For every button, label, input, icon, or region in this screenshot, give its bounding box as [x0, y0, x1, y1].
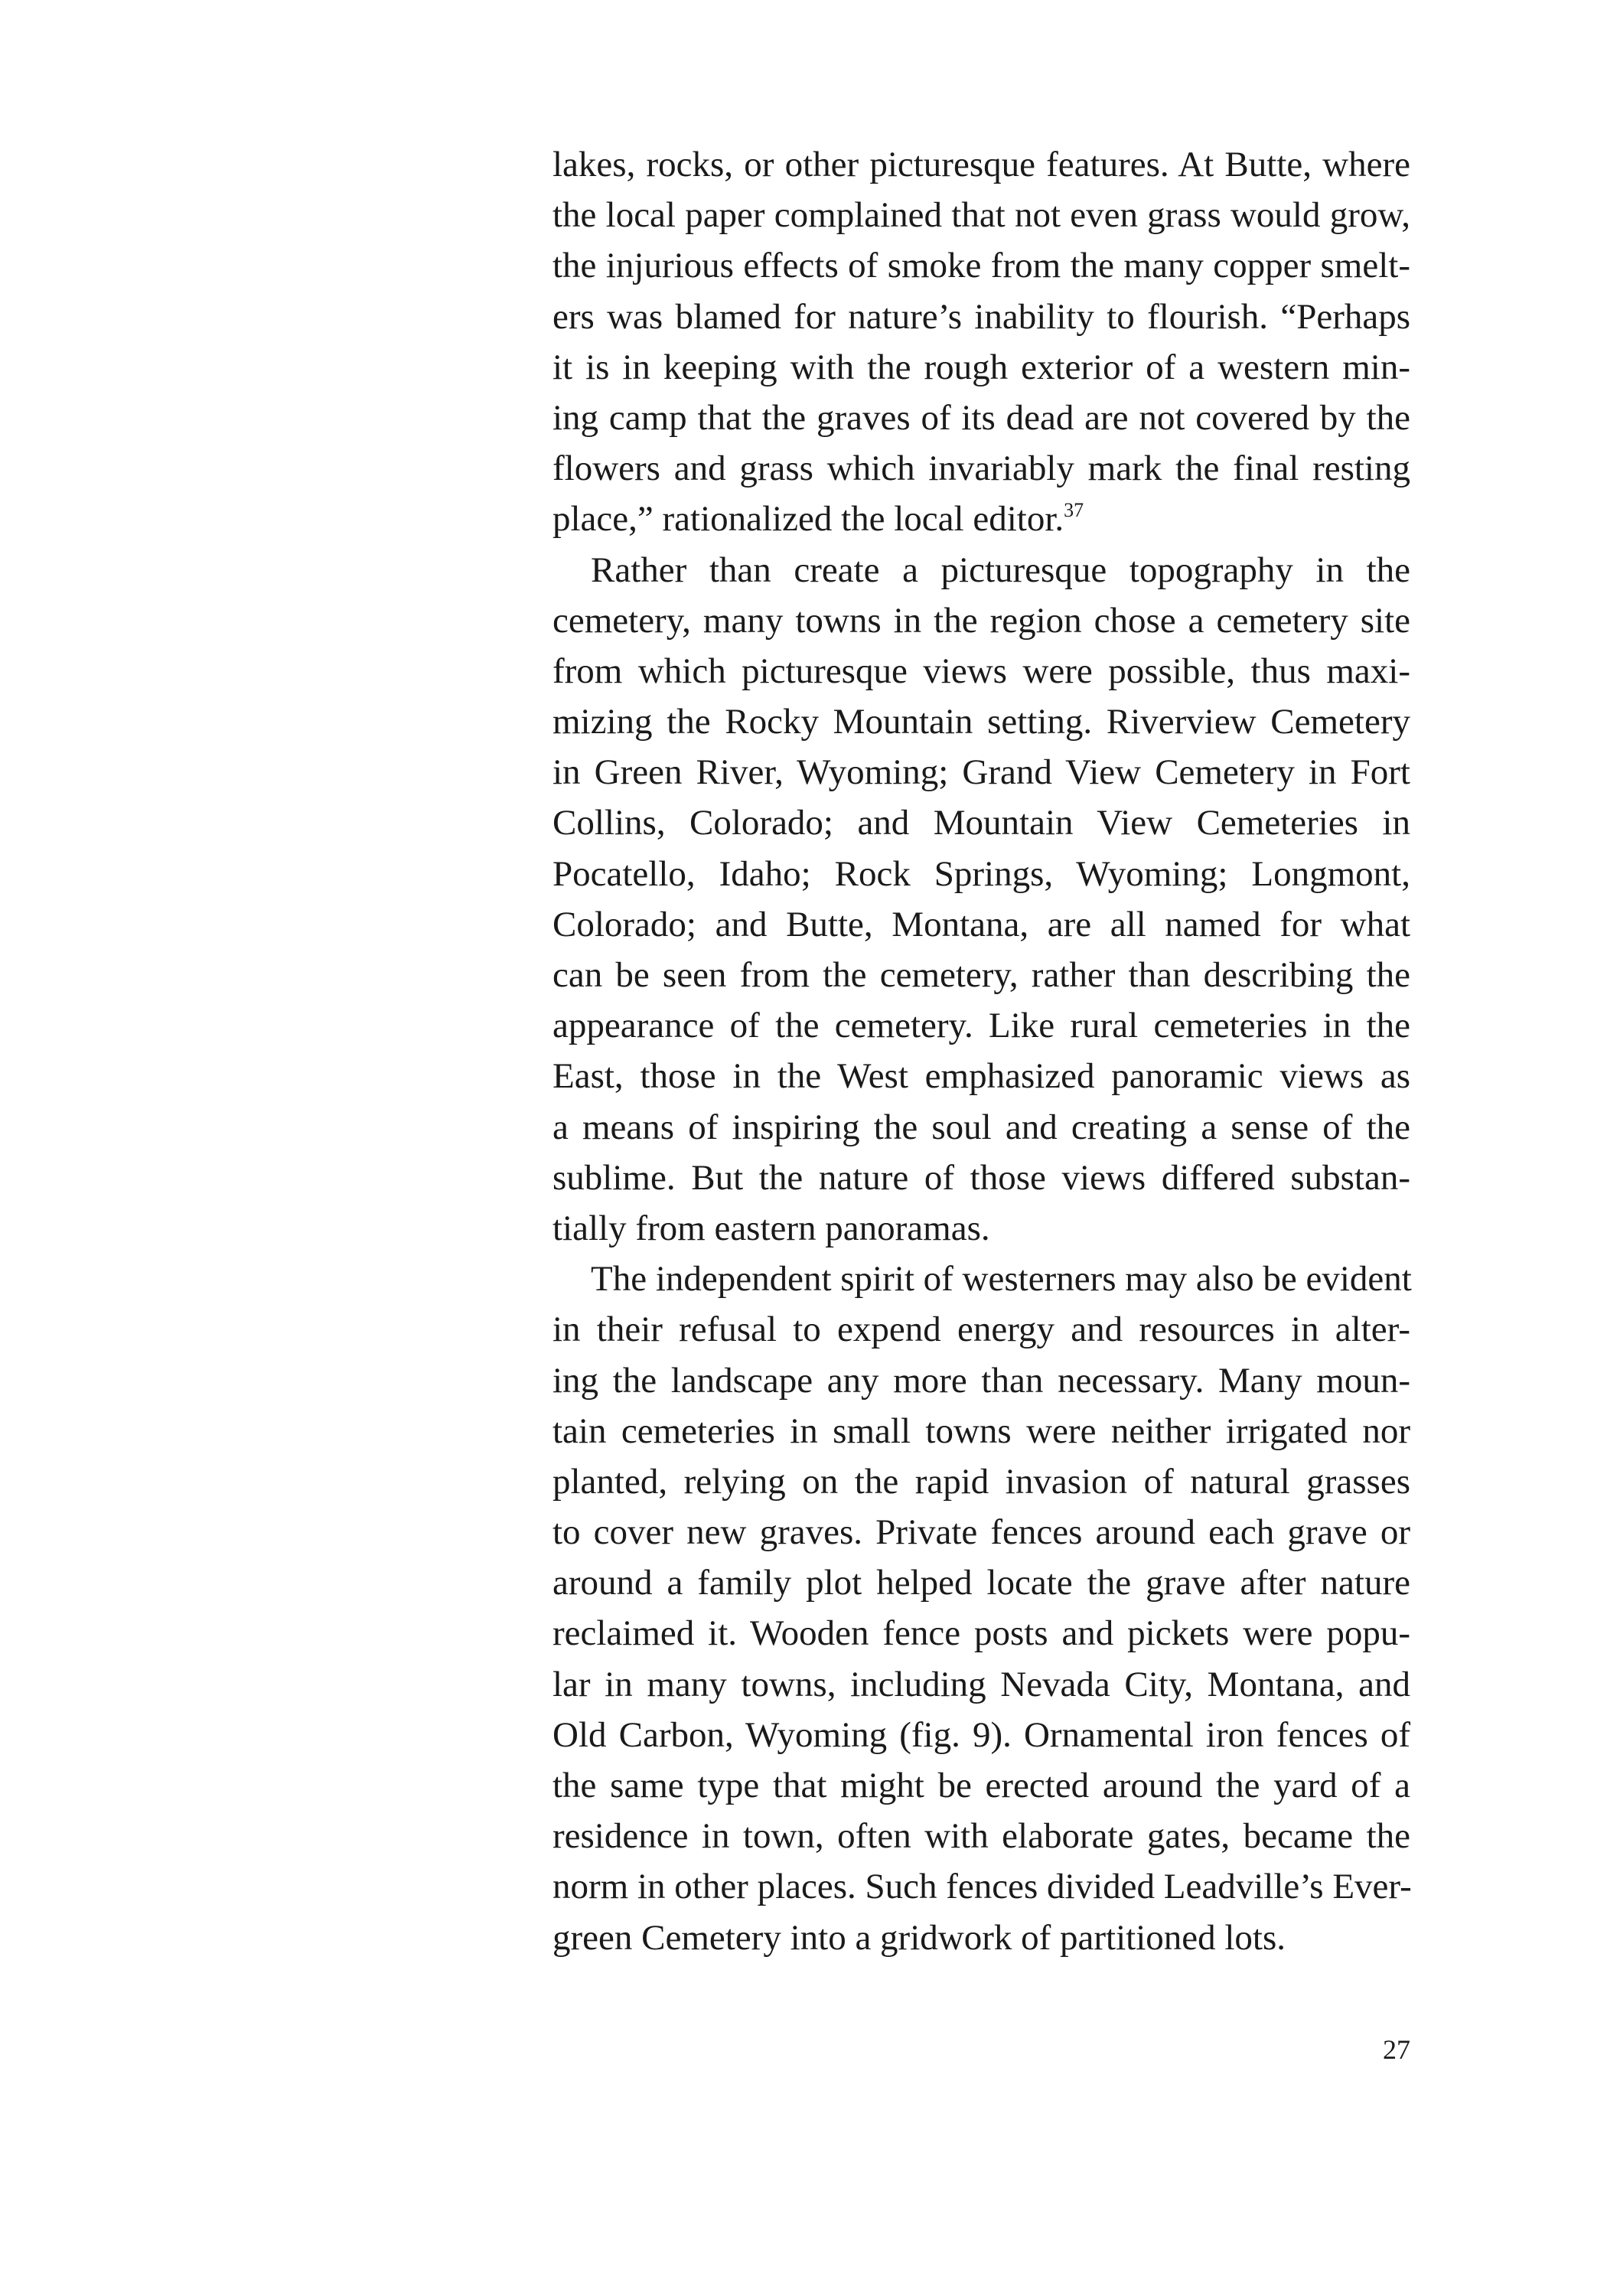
footnote-reference[interactable]: 37: [1064, 499, 1084, 522]
text-line: the local paper complained that not even grass would grow,: [553, 195, 1410, 236]
text-line: in Green River, Wyoming; Grand View Cemetery in Fort: [553, 752, 1410, 793]
text-line: the injurious effects of smoke from the many copper smelt-: [553, 246, 1410, 286]
text-line: planted, relying on the rapid invasion of natural grasses: [553, 1461, 1410, 1502]
text-line: East, those in the West emphasized panoramic views as: [553, 1056, 1410, 1097]
text-line: from which picturesque views were possible, thus maxi-: [553, 651, 1410, 691]
text-line: ers was blamed for nature’s inability to flourish. “Perhaps: [553, 296, 1410, 337]
text-line: it is in keeping with the rough exterior of a western min-: [553, 347, 1410, 387]
text-line: reclaimed it. Wooden fence posts and pickets were popu-: [553, 1613, 1410, 1654]
text-line: ing the landscape any more than necessary. Many moun-: [553, 1360, 1410, 1401]
text-line: appearance of the cemetery. Like rural cemeteries in the: [553, 1006, 1410, 1046]
text-line: the same type that might be erected around the yard of a: [553, 1766, 1410, 1805]
text-line: lakes, rocks, or other picturesque features. At Butte, where: [553, 145, 1410, 184]
text-line: green Cemetery into a gridwork of partitioned lots.: [553, 1917, 1286, 1958]
text-line: residence in town, often with elaborate gates, became the: [553, 1816, 1410, 1857]
text-line: ing camp that the graves of its dead are not covered by the: [553, 397, 1410, 438]
text-line: Colorado; and Butte, Montana, are all named for what: [553, 904, 1410, 944]
page-number: 27: [1383, 2034, 1410, 2065]
text-line: around a family plot helped locate the grave after nature: [553, 1563, 1410, 1603]
text-line: Collins, Colorado; and Mountain View Cemeteries in: [553, 803, 1410, 843]
text-line: flowers and grass which invariably mark the final resting: [553, 448, 1410, 489]
text-line: Rather than create a picturesque topography in the: [591, 550, 1410, 590]
text-line: a means of inspiring the soul and creating a sense of the: [553, 1107, 1410, 1147]
text-line: [553, 494, 1410, 544]
text-line-content: place,” rationalized the local editor.: [553, 499, 1064, 540]
text-line: can be seen from the cemetery, rather than describing the: [553, 955, 1410, 995]
body-text: [553, 139, 1410, 1963]
text-line: The independent spirit of westerners may also be evident: [591, 1259, 1412, 1300]
text-line: tain cemeteries in small towns were neither irrigated nor: [553, 1411, 1410, 1451]
text-line: Old Carbon, Wyoming (fig. 9). Ornamental iron fences of: [553, 1714, 1410, 1755]
text-line: mizing the Rocky Mountain setting. Riverview Cemetery: [553, 702, 1410, 742]
text-line: sublime. But the nature of those views differed substan-: [553, 1157, 1410, 1198]
text-line: Pocatello, Idaho; Rock Springs, Wyoming; Longmont,: [553, 853, 1410, 894]
text-line: norm in other places. Such fences divided Leadville’s Ever-: [553, 1867, 1412, 1907]
text-line: in their refusal to expend energy and resources in alter-: [553, 1309, 1410, 1350]
text-line: to cover new graves. Private fences around each grave or: [553, 1512, 1410, 1553]
text-line: lar in many towns, including Nevada City, Montana, and: [553, 1664, 1410, 1704]
text-line: tially from eastern panoramas.: [553, 1208, 990, 1248]
text-line: cemetery, many towns in the region chose a cemetery site: [553, 600, 1410, 641]
